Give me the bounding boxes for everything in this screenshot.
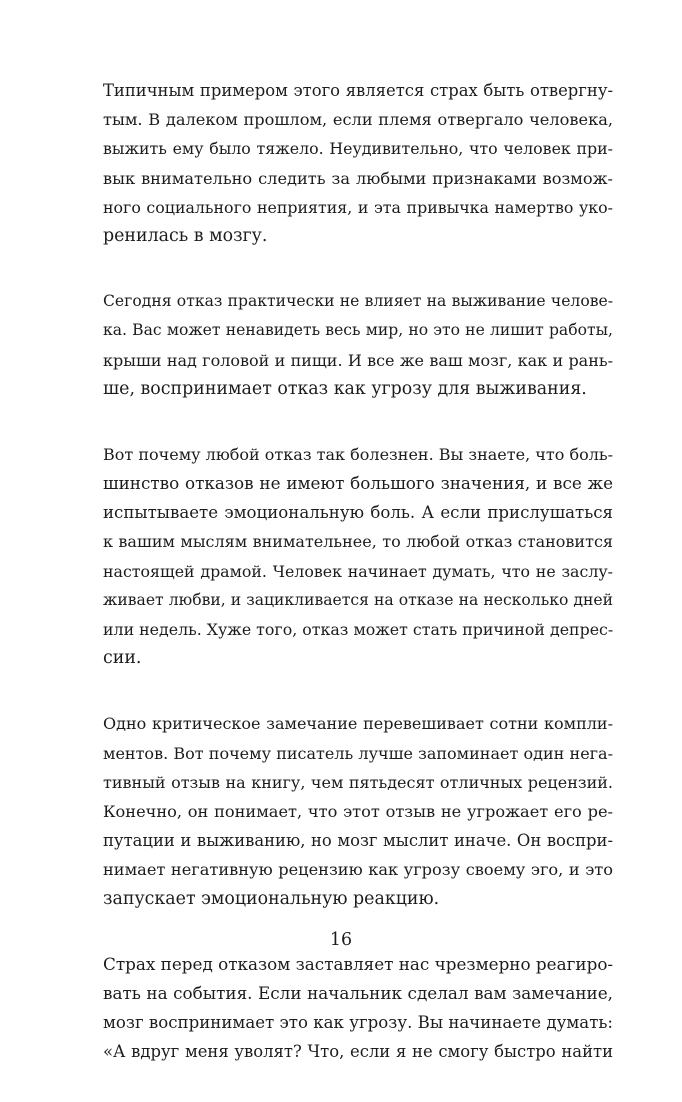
text-line: Сегодня отказ практически не влияет на выживание челове- bbox=[103, 292, 613, 311]
text-line: ного социального неприятия, и эта привычка намертво уко- bbox=[103, 197, 613, 217]
text-line: настоящей драмой. Человек начинает думать, что не заслу- bbox=[103, 561, 613, 581]
paragraph bbox=[103, 950, 613, 1067]
text-line: ренилась в мозгу. bbox=[103, 225, 268, 246]
text-line: Типичным примером этого является страх быть отвергну- bbox=[103, 81, 613, 100]
text-line: тым. В далеком прошлом, если племя отвергало человека, bbox=[103, 110, 613, 130]
text-line: нимает негативную рецензию как угрозу своему эго, и это bbox=[103, 860, 613, 880]
text-line: ка. Вас может ненавидеть весь мир, но это не лишит работы, bbox=[103, 321, 613, 340]
text-line: Одно критическое замечание перевешивает сотни компли- bbox=[103, 714, 613, 734]
text-line: ментов. Вот почему писатель лучше запоминает один нега- bbox=[103, 743, 613, 763]
text-line: запускает эмоциональную реакцию. bbox=[103, 888, 440, 909]
text-line: крыши над головой и пищи. И все же ваш мозг, как и рань- bbox=[103, 350, 613, 370]
page-number: 16 bbox=[329, 930, 353, 950]
text-line: Конечно, он понимает, что этот отзыв не угрожает его ре- bbox=[103, 801, 613, 821]
text-line: вать на события. Если начальник сделал вам замечание, bbox=[103, 982, 613, 1003]
paragraph bbox=[103, 440, 613, 674]
text-line: выжить ему было тяжело. Неудивительно, что человек при- bbox=[103, 139, 613, 159]
text-line: тивный отзыв на книгу, чем пятьдесят отличных рецензий. bbox=[103, 772, 613, 792]
text-line: или недель. Хуже того, отказ может стать причиной депрес- bbox=[103, 620, 614, 639]
paragraph bbox=[103, 287, 613, 404]
text-line: испытываете эмоциональную боль. А если прислушаться bbox=[103, 503, 613, 523]
text-line: Вот почему любой отказ так болезнен. Вы знаете, что боль- bbox=[103, 444, 613, 464]
paragraph bbox=[103, 76, 613, 251]
text-line: сии. bbox=[103, 648, 142, 669]
text-line: вык внимательно следить за любыми признаками возмож- bbox=[103, 168, 613, 188]
text-line: шинство отказов не имеют большого значения, и все же bbox=[103, 473, 613, 494]
text-line: мозг воспринимает это как угрозу. Вы начинаете думать: bbox=[103, 1013, 613, 1033]
text-line: путации и выживанию, но мозг мыслит иначе. Он воспри- bbox=[103, 831, 613, 851]
text-line: «А вдруг меня уволят? Что, если я не смогу быстро найти bbox=[103, 1042, 613, 1062]
text-line: ше, воспринимает отказ как угрозу для выживания. bbox=[103, 378, 587, 399]
text-line: Страх перед отказом заставляет нас чрезмерно реагиро- bbox=[103, 953, 614, 974]
paragraph bbox=[103, 709, 613, 913]
text-line: к вашим мыслям внимательнее, то любой отказ становится bbox=[103, 532, 613, 552]
text-line: живает любви, и зацикливается на отказе на несколько дней bbox=[103, 590, 613, 609]
